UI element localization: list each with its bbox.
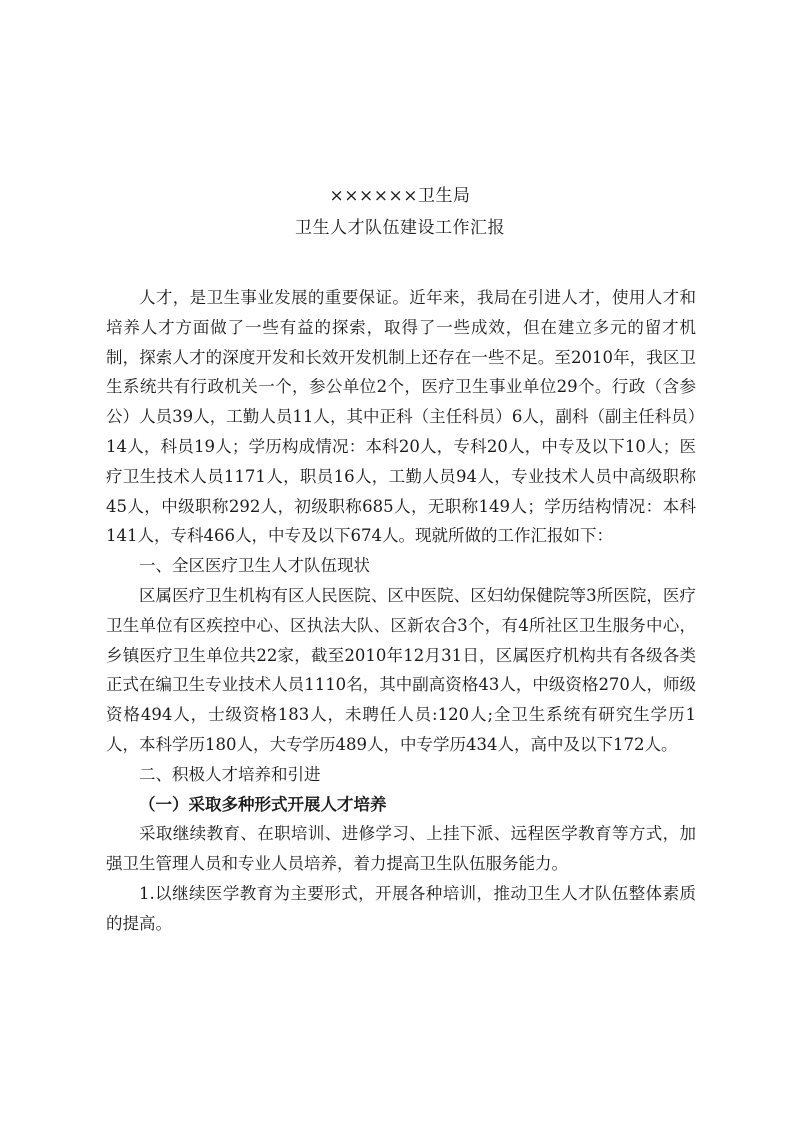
- document-body: [106, 283, 696, 939]
- section-heading-1: 一、全区医疗卫生人才队伍现状: [139, 556, 370, 576]
- section-1-paragraph: 区属医疗卫生机构有区人民医院、区中医院、区妇幼保健院等3所医院，医疗卫生单位有区疾控中心、区执法大队、区新农合3个，有4所社区卫生服务中心，乡镇医疗卫生单位共22家，截至2010年12月31日，区属医疗机构共有各级各类正式在编卫生专业技术人员1110名，其中副高资格43人，中级资格270人，师级资格494人，士级资格183人，未聘任人员:120人;全卫生系统有研究生学历1人，本科学历180人，大专学历489人，中专学历434人，高中及以下172人。: [106, 585, 696, 754]
- intro-paragraph: 人才，是卫生事业发展的重要保证。近年来，我局在引进人才，使用人才和培养人才方面做了一些有益的探索，取得了一些成效，但在建立多元的留才机制，探索人才的深度开发和长效开发机制上还存在一些不足。至2010年，我区卫生系统共有行政机关一个，参公单位2个，医疗卫生事业单位29个。行政（含参公）人员39人，工勤人员11人，其中正科（主任科员）6人，副科（副主任科员）14人，科员19人；学历构成情况：本科20人，专科20人，中专及以下10人；医疗卫生技术人员1171人，职员16人，工勤人员94人，专业技术人员中高级职称45人，中级职称292人，初级职称685人，无职称149人；学历结构情况：本科141人，专科466人，中专及以下674人。现就所做的工作汇报如下：: [106, 288, 696, 546]
- document-title: 卫生人才队伍建设工作汇报: [295, 218, 505, 238]
- item-1-paragraph: 1.以继续医学教育为主要形式，开展各种培训，推动卫生人才队伍整体素质的提高。: [106, 883, 696, 933]
- subsection-1-paragraph: 采取继续教育、在职培训、进修学习、上挂下派、远程医学教育等方式，加强卫生管理人员和专业人员培养，着力提高卫生队伍服务能力。: [106, 824, 696, 874]
- subsection-heading-1: （一）采取多种形式开展人才培养: [139, 794, 387, 814]
- document-title-agency: ××××××卫生局: [329, 186, 471, 206]
- section-heading-2: 二、积极人才培养和引进: [139, 764, 321, 784]
